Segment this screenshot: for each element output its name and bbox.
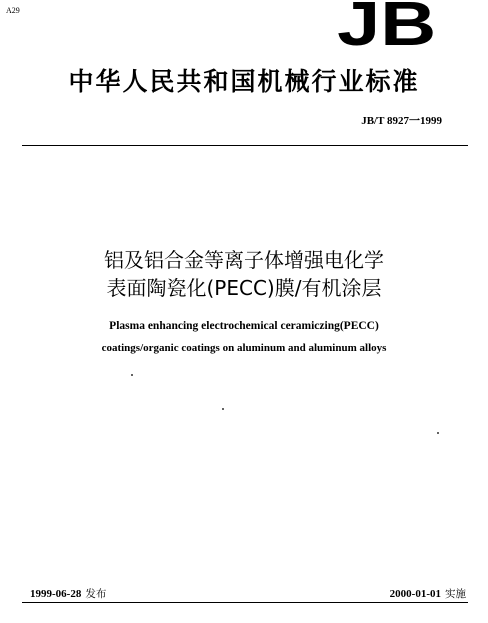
issue-date: 1999-06-28: [30, 588, 82, 600]
document-title-en-line-2: coatings/organic coatings on aluminum and aluminum alloys: [101, 342, 387, 354]
classification-code: A29: [6, 6, 20, 15]
scan-speck: [131, 374, 133, 376]
issue-label: 发布: [85, 588, 107, 600]
implement-label: 实施: [445, 588, 466, 600]
jb-logo: JB: [336, 0, 436, 59]
standard-title: 中华人民共和国机械行业标准: [68, 67, 420, 96]
footer-divider: [22, 602, 468, 603]
header-divider: [22, 145, 468, 146]
implement-date: 2000-01-01: [389, 588, 441, 600]
document-title-cn-line-2: 表面陶瓷化(PECC)膜/有机涂层: [106, 276, 382, 300]
scan-speck: [222, 408, 224, 410]
standard-number: JB/T 8927一1999: [361, 115, 442, 127]
issue-date-block: [30, 586, 106, 601]
document-title-cn-line-1: 铝及铝合金等离子体增强电化学: [104, 248, 384, 272]
implement-date-block: [390, 586, 466, 601]
document-title-en-line-1: Plasma enhancing electrochemical ceramiczing(PECC): [109, 320, 379, 332]
scan-speck: [437, 432, 439, 434]
